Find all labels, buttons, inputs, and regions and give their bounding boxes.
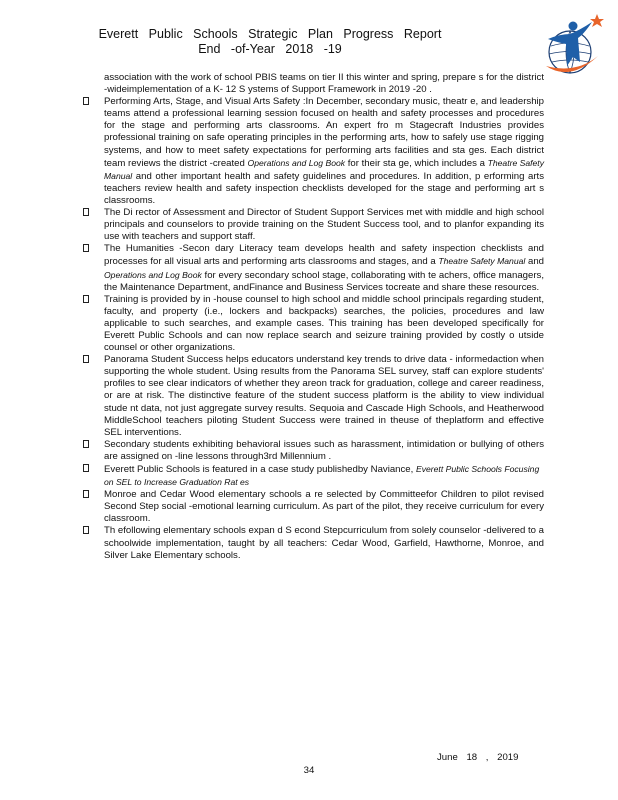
intro-paragraph: association with the work of school PBIS teams on tier II this winter and spring, prepare s for the district -wideimplementation of a K- 12 S ystems of Support Framework in 2019 -20 . bbox=[104, 72, 544, 96]
district-logo-icon bbox=[540, 12, 604, 84]
bullet-item-search-training: Training is provided by in -house counsel to high school and middle school principals regarding student, faculty, and property (i.e., lockers and backpacks) searches, the policies, procedures and law applicable to such searches, and example cases. This training has been developed specifically for Everett Public Schools and can now replace search and seizure training provided by costly o utside counsel or other organizations. bbox=[104, 294, 544, 354]
bullet-item-second-step-pilot: Monroe and Cedar Wood elementary schools a re selected by Committeefor Children to pilot revised Second Step social -emotional learning curriculum. As part of the pilot, they receive curriculum for every classroom. bbox=[104, 489, 544, 525]
bullet-item-second-step-expansion: Th efollowing elementary schools expan d S econd Stepcurriculum from solely counselor -delivered to a schoolwide implementation, taught by all teachers: Cedar Wood, Garfield, Hawthorne, Monroe, and Silver Lake Elementary schools. bbox=[104, 525, 544, 561]
bullet-marker-icon bbox=[83, 440, 89, 448]
bullet-marker-icon bbox=[83, 490, 89, 498]
bullet-marker-icon bbox=[83, 526, 89, 534]
bullet-marker-icon bbox=[83, 97, 89, 105]
footer-date: June 18 , 2019 bbox=[437, 752, 519, 763]
bullet-item-humanities: The Humanities -Secon dary Literacy team develops health and safety inspection checklists and processes for all visual arts and performing arts classrooms and stages, and a Theatre Safety Manual and Operations and Log Book for every secondary school stage, collaborating with te achers, office managers, the Maintenance Department, andFinance and Business Services tocreate and share these resources. bbox=[104, 243, 544, 293]
bullet-item-panorama: Panorama Student Success helps educators understand key trends to drive data - informedaction when supporting the whole student. Using results from the Panorama SEL survey, staff can explore students' profiles to see clear indicators of whether they areon track for graduation, college and career readiness, or are at risk. The distinctive feature of the student success platform is the ability to view individual stude nt data, not just aggregate survey results. Sequoia and Cascade High Schools, and Heatherwood MiddleSchool teachers piloting Student Success were trained in theuse of theplatform and effective SEL interventions. bbox=[104, 354, 544, 439]
report-title: Everett Public Schools Strategic Plan Progress Report bbox=[98, 27, 442, 41]
document-header bbox=[0, 27, 540, 57]
page-number: 34 bbox=[303, 765, 315, 776]
report-subtitle: End -of-Year 2018 -19 bbox=[198, 42, 342, 56]
bullet-marker-icon bbox=[83, 464, 89, 472]
bullet-item-secondary-students: Secondary students exhibiting behavioral issues such as harassment, intimidation or bullying of others are assigned on -line lessons through3rd Millennium . bbox=[104, 439, 544, 463]
bullet-marker-icon bbox=[83, 208, 89, 216]
bullet-item-assessment: The Di rector of Assessment and Director of Student Support Services met with middle and high school principals and counselors to provide training on the Student Success tool, and to planfor expanding its use with teachers and support staff. bbox=[104, 207, 544, 243]
document-body bbox=[104, 72, 544, 562]
bullet-marker-icon bbox=[83, 355, 89, 363]
bullet-marker-icon bbox=[83, 244, 89, 252]
bullet-marker-icon bbox=[83, 295, 89, 303]
bullet-item-performing-arts: Performing Arts, Stage, and Visual Arts Safety :In December, secondary music, theatr e, and leadership teams attend a professional learning session focused on health and safety processes and procedures for the stage and performing arts classrooms. An expert fro m Stagecraft Industries provides professional training on safe operating principles in the performing arts, how to safely use stage rigging systems, and how to meet safety expectations for performing arts facilities and sta ges. Each district team reviews the district -created Operations and Log Book for their sta ge, which includes a Theatre Safety Manual and other important health and safety guidelines and procedures. In addition, p erforming arts teachers review health and safety inspection checklists developed for the stage and performing art s classrooms. bbox=[104, 96, 544, 207]
bullet-item-naviance: Everett Public Schools is featured in a case study publishedby Naviance, Everett Public Schools Focusing on SEL to Increase Graduation Rat es bbox=[104, 463, 544, 489]
